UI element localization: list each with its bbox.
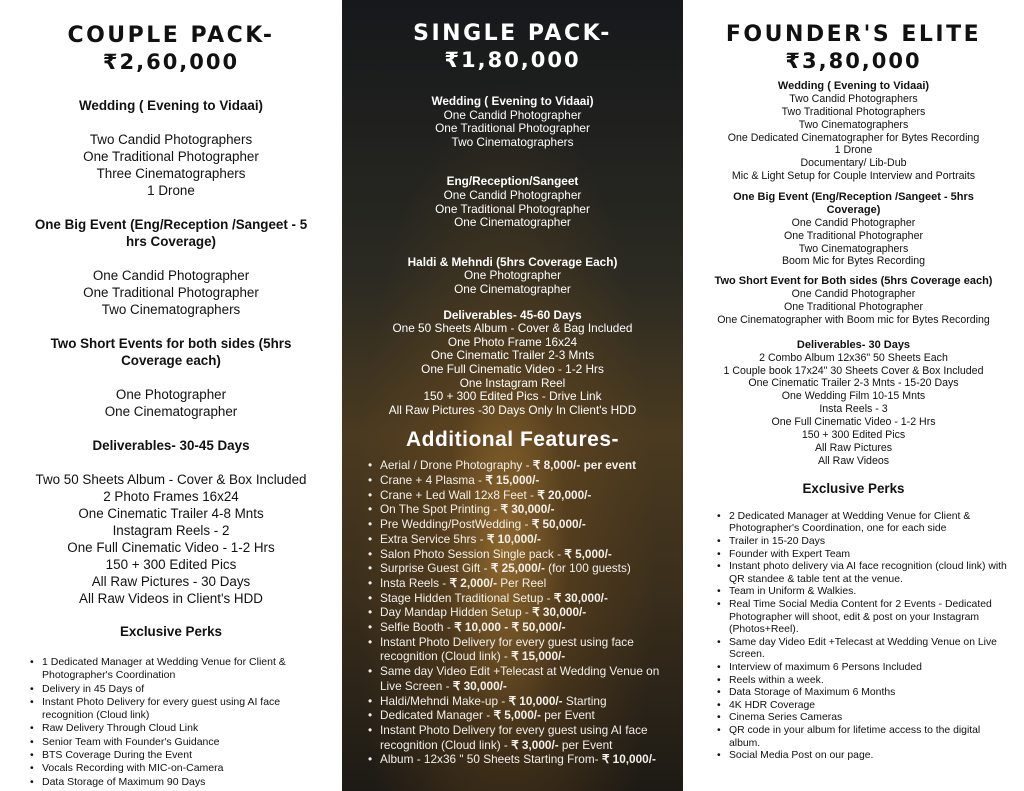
- list-item: • Instant Photo Delivery for every guest using AI face recognition (Cloud link): [28, 696, 328, 723]
- couple-big-event-list: [14, 267, 328, 318]
- list-item: One Traditional Photographer: [435, 121, 590, 136]
- couple-deliverables-list: [14, 471, 328, 607]
- list-item: One Full Cinematic Video - 1-2 Hrs: [67, 540, 275, 555]
- additional-feature-item: [366, 708, 669, 723]
- feature-price: ₹ 30,000/-: [452, 678, 507, 693]
- feature-label: Instant Photo Delivery for every guest using AI face recognition (Cloud link) -: [380, 722, 648, 752]
- list-item: One Traditional Photographer: [784, 301, 923, 314]
- additional-feature-item: [366, 723, 669, 752]
- feature-price: ₹ 15,000/-: [485, 472, 540, 487]
- feature-price: ₹ 20,000/-: [537, 487, 592, 502]
- founders-elite-column: [683, 0, 1024, 791]
- feature-label: Insta Reels -: [380, 575, 450, 590]
- list-item: All Raw Videos: [817, 454, 890, 467]
- list-item: Documentary/ Lib-Dub: [800, 157, 907, 170]
- feature-price: ₹ 5,000/-: [564, 546, 612, 561]
- founder-big-event-heading: One Big Event (Eng/Reception /Sangeet - 5hrs Coverage): [733, 191, 974, 216]
- list-item: Mic & Light Setup for Couple Interview and Portraits: [731, 170, 976, 183]
- list-item: Two Cinematographers: [798, 118, 909, 131]
- feature-label: Surprise Guest Gift -: [380, 561, 491, 576]
- feature-suffix: per Event: [540, 708, 595, 723]
- feature-label: Album - 12x36 " 50 Sheets Starting From-: [380, 752, 602, 767]
- list-item: • Reels within a week.: [715, 675, 1008, 688]
- feature-price: ₹ 10,000/-: [486, 531, 541, 546]
- list-item: • Data Storage of Maximum 6 Months: [715, 687, 1008, 700]
- list-item: One Full Cinematic Video - 1-2 Hrs: [421, 361, 604, 376]
- list-item: • Delivery in 45 Days of: [28, 683, 328, 696]
- list-item: 150 + 300 Edited Pics: [801, 429, 906, 442]
- additional-features-heading: Additional Features-: [405, 428, 620, 452]
- list-item: Two Candid Photographers: [789, 92, 918, 105]
- list-item: • Founder with Expert Team: [715, 549, 1008, 562]
- list-item: One Traditional Photographer: [83, 285, 259, 300]
- feature-label: Crane + 4 Plasma -: [380, 472, 486, 487]
- couple-short-events-heading: Two Short Events for both sides (5hrs Coverage each): [50, 336, 292, 368]
- founder-short-event-list: [693, 288, 1014, 327]
- list-item: • Cinema Series Cameras: [715, 712, 1008, 725]
- list-item: • Data Storage of Maximum 90 Days: [28, 776, 328, 789]
- list-item: • 2 Dedicated Manager at Wedding Venue for Client & Photographer's Coordination, one for each side: [715, 511, 1008, 536]
- single-eng-heading: Eng/Reception/Sangeet: [446, 174, 579, 189]
- feature-label: Dedicated Manager -: [380, 708, 494, 723]
- list-item: One Traditional Photographer: [83, 149, 259, 164]
- list-item: 2 Combo Album 12x36" 50 Sheets Each: [759, 351, 948, 364]
- couple-pack-column: [0, 0, 342, 791]
- additional-feature-item: [366, 502, 669, 517]
- list-item: • Senior Team with Founder's Guidance: [28, 736, 328, 749]
- list-item: • Team in Uniform & Walkies.: [715, 586, 1008, 599]
- list-item: • Same day Video Edit +Telecast at Wedding Venue on Live Screen.: [715, 637, 1008, 662]
- list-item: 150 + 300 Edited Pics - Drive Link: [423, 389, 602, 404]
- feature-label: Crane + Led Wall 12x8 Feet -: [380, 487, 538, 502]
- additional-feature-item: [366, 561, 669, 576]
- additional-feature-item: [366, 576, 669, 591]
- couple-big-event-heading: One Big Event (Eng/Reception /Sangeet - 5 hrs Coverage): [34, 217, 308, 249]
- feature-price: ₹ 30,000/-: [553, 590, 608, 605]
- list-item: One Full Cinematic Video - 1-2 Hrs: [771, 416, 936, 429]
- founder-wedding-heading: Wedding ( Evening to Vidaai): [777, 80, 930, 92]
- feature-price: ₹ 30,000/-: [500, 502, 555, 517]
- single-pack-price: ₹1,80,000: [444, 48, 581, 72]
- list-item: 2 Photo Frames 16x24: [103, 489, 239, 504]
- couple-deliverables-heading: Deliverables- 30-45 Days: [92, 438, 250, 453]
- feature-label: Haldi/Mehndi Make-up -: [380, 693, 509, 708]
- list-item: • Interview of maximum 6 Persons Included: [715, 662, 1008, 675]
- single-eng-list: [350, 189, 675, 230]
- list-item: • Trailer in 15-20 Days: [715, 536, 1008, 549]
- list-item: One Candid Photographer: [443, 107, 582, 122]
- feature-suffix: Starting: [562, 693, 607, 708]
- feature-price: ₹ 10,000/-: [601, 752, 656, 767]
- additional-feature-item: [366, 591, 669, 606]
- list-item: • 4K HDR Coverage: [715, 700, 1008, 713]
- list-item: All Raw Pictures: [814, 442, 893, 455]
- list-item: One Cinematographer: [104, 404, 238, 419]
- additional-feature-item: [366, 752, 669, 767]
- list-item: Two 50 Sheets Album - Cover & Box Included: [35, 472, 307, 487]
- additional-feature-item: [366, 517, 669, 532]
- additional-feature-item: [366, 605, 669, 620]
- founder-big-event-list: [693, 217, 1014, 269]
- single-deliverables-list: [350, 322, 675, 417]
- founder-perks-list: [693, 511, 1014, 763]
- list-item: 150 + 300 Edited Pics: [105, 557, 237, 572]
- single-haldi-heading: Haldi & Mehndi (5hrs Coverage Each): [407, 254, 618, 269]
- list-item: One Dedicated Cinematographer for Bytes Recording: [727, 131, 980, 144]
- feature-label: Instant Photo Delivery for every guest using face recognition (Cloud link) -: [380, 634, 634, 664]
- list-item: 1 Couple book 17x24" 30 Sheets Cover & Box Included: [723, 364, 984, 377]
- additional-feature-item: [366, 488, 669, 503]
- list-item: One Candid Photographer: [92, 268, 250, 283]
- list-item: One Cinematic Trailer 4-8 Mnts: [78, 506, 264, 521]
- feature-price: ₹ 5,000/-: [493, 708, 541, 723]
- couple-short-events-list: [14, 386, 328, 420]
- list-item: One Candid Photographer: [443, 187, 582, 202]
- single-haldi-list: [350, 269, 675, 296]
- list-item: Three Cinematographers: [96, 166, 246, 181]
- list-item: • Social Media Post on our page.: [715, 750, 1008, 763]
- list-item: One Cinematographer: [454, 215, 571, 230]
- feature-price: ₹ 15,000/-: [511, 649, 566, 664]
- founder-wedding-list: [693, 93, 1014, 183]
- list-item: • Vocals Recording with MIC-on-Camera: [28, 762, 328, 775]
- list-item: One Wedding Film 10-15 Mnts: [781, 390, 926, 403]
- founder-deliverables-heading: Deliverables- 30 Days: [796, 338, 911, 351]
- single-wedding-list: [350, 109, 675, 150]
- list-item: Boom Mic for Bytes Recording: [781, 255, 926, 268]
- list-item: 1 Drone: [834, 144, 873, 157]
- list-item: One Traditional Photographer: [435, 201, 590, 216]
- feature-label: Extra Service 5hrs -: [380, 531, 487, 546]
- feature-price: ₹ 8,000/- per event: [532, 458, 637, 473]
- feature-price: ₹ 50,000/-: [531, 517, 586, 532]
- feature-price: ₹ 30,000/-: [532, 605, 587, 620]
- list-item: One Candid Photographer: [791, 216, 916, 229]
- list-item: One Cinematic Trailer 2-3 Mnts - 15-20 Days: [748, 377, 959, 390]
- couple-pack-price: ₹2,60,000: [102, 50, 240, 74]
- list-item: Two Cinematographers: [451, 134, 574, 149]
- additional-features-list: [350, 458, 675, 767]
- feature-price: ₹ 10,000 - ₹ 50,000/-: [454, 620, 566, 635]
- feature-label: Stage Hidden Traditional Setup -: [380, 590, 554, 605]
- list-item: Two Traditional Photographers: [781, 105, 926, 118]
- list-item: • Real Time Social Media Content for 2 Events - Dedicated Photographer will shoot, edit & post on your Instagram (Photos+Reel).: [715, 599, 1008, 637]
- feature-price: ₹ 2,000/-: [449, 575, 498, 590]
- feature-price: ₹ 3,000/-: [511, 737, 559, 752]
- single-pack-column: [342, 0, 683, 791]
- couple-perks-list: [14, 656, 328, 789]
- list-item: One Traditional Photographer: [784, 229, 923, 242]
- list-item: All Raw Videos in Client's HDD: [79, 591, 263, 606]
- additional-feature-item: [366, 620, 669, 635]
- feature-label: Same day Video Edit +Telecast at Wedding Venue on Live Screen -: [380, 664, 660, 693]
- list-item: Two Candid Photographers: [89, 132, 253, 147]
- list-item: Two Cinematographers: [798, 242, 909, 255]
- couple-perks-heading: Exclusive Perks: [120, 624, 222, 639]
- single-wedding-heading: Wedding ( Evening to Vidaai): [431, 94, 594, 108]
- list-item: Insta Reels - 3: [819, 403, 888, 416]
- list-item: One Cinematic Trailer 2-3 Mnts: [430, 348, 595, 363]
- single-deliverables-heading: Deliverables- 45-60 Days: [443, 307, 582, 322]
- list-item: Two Cinematographers: [101, 302, 241, 317]
- list-item: One Photo Frame 16x24: [447, 334, 578, 349]
- feature-label: Salon Photo Session Single pack -: [380, 546, 565, 561]
- list-item: • Instant photo delivery via AI face recognition (cloud link) with QR standee & table tent at the venue.: [715, 561, 1008, 586]
- list-item: One Cinematographer: [454, 281, 571, 296]
- list-item: One Photographer: [463, 268, 562, 283]
- feature-label: Pre Wedding/PostWedding -: [380, 517, 532, 532]
- couple-wedding-heading: Wedding ( Evening to Vidaai): [78, 98, 263, 113]
- couple-pack-title: COUPLE PACK-: [67, 23, 275, 48]
- feature-price: ₹ 25,000/-: [490, 561, 545, 576]
- founder-short-event-heading: Two Short Event for Both sides (5hrs Coverage each): [714, 275, 993, 288]
- additional-feature-item: [366, 458, 669, 473]
- list-item: All Raw Pictures -30 Days Only In Client's HDD: [388, 402, 637, 417]
- list-item: • QR code in your album for lifetime access to the digital album.: [715, 725, 1008, 750]
- feature-label: Selfie Booth -: [380, 620, 455, 635]
- list-item: • 1 Dedicated Manager at Wedding Venue for Client & Photographer's Coordination: [28, 656, 328, 683]
- additional-feature-item: [366, 694, 669, 709]
- list-item: One 50 Sheets Album - Cover & Bag Included: [392, 321, 633, 336]
- additional-feature-item: [366, 473, 669, 488]
- feature-label: Day Mandap Hidden Setup -: [380, 605, 533, 620]
- founder-deliverables-list: [693, 352, 1014, 468]
- feature-suffix: per Event: [558, 737, 613, 752]
- feature-suffix: (for 100 guests): [544, 561, 631, 576]
- feature-label: On The Spot Printing -: [380, 502, 501, 517]
- list-item: 1 Drone: [147, 183, 195, 198]
- list-item: • BTS Coverage During the Event: [28, 749, 328, 762]
- additional-feature-item: [366, 532, 669, 547]
- feature-price: ₹ 10,000/-: [508, 693, 563, 708]
- list-item: All Raw Pictures - 30 Days: [91, 574, 251, 589]
- couple-wedding-list: [14, 131, 328, 199]
- feature-label: Aerial / Drone Photography -: [380, 458, 533, 473]
- founders-elite-price: ₹3,80,000: [785, 49, 922, 73]
- additional-feature-item: [366, 664, 669, 693]
- list-item: One Cinematographer with Boom mic for Bytes Recording: [717, 313, 990, 326]
- feature-suffix: Per Reel: [497, 575, 547, 590]
- list-item: One Photographer: [115, 387, 227, 402]
- founder-perks-heading: Exclusive Perks: [802, 480, 905, 496]
- list-item: One Instagram Reel: [459, 375, 566, 390]
- list-item: One Candid Photographer: [791, 288, 916, 301]
- single-pack-title: SINGLE PACK-: [413, 21, 612, 46]
- founders-elite-title: FOUNDER'S ELITE: [725, 22, 982, 47]
- list-item: Instagram Reels - 2: [112, 523, 230, 538]
- additional-feature-item: [366, 635, 669, 664]
- additional-feature-item: [366, 547, 669, 562]
- list-item: • Raw Delivery Through Cloud Link: [28, 722, 328, 735]
